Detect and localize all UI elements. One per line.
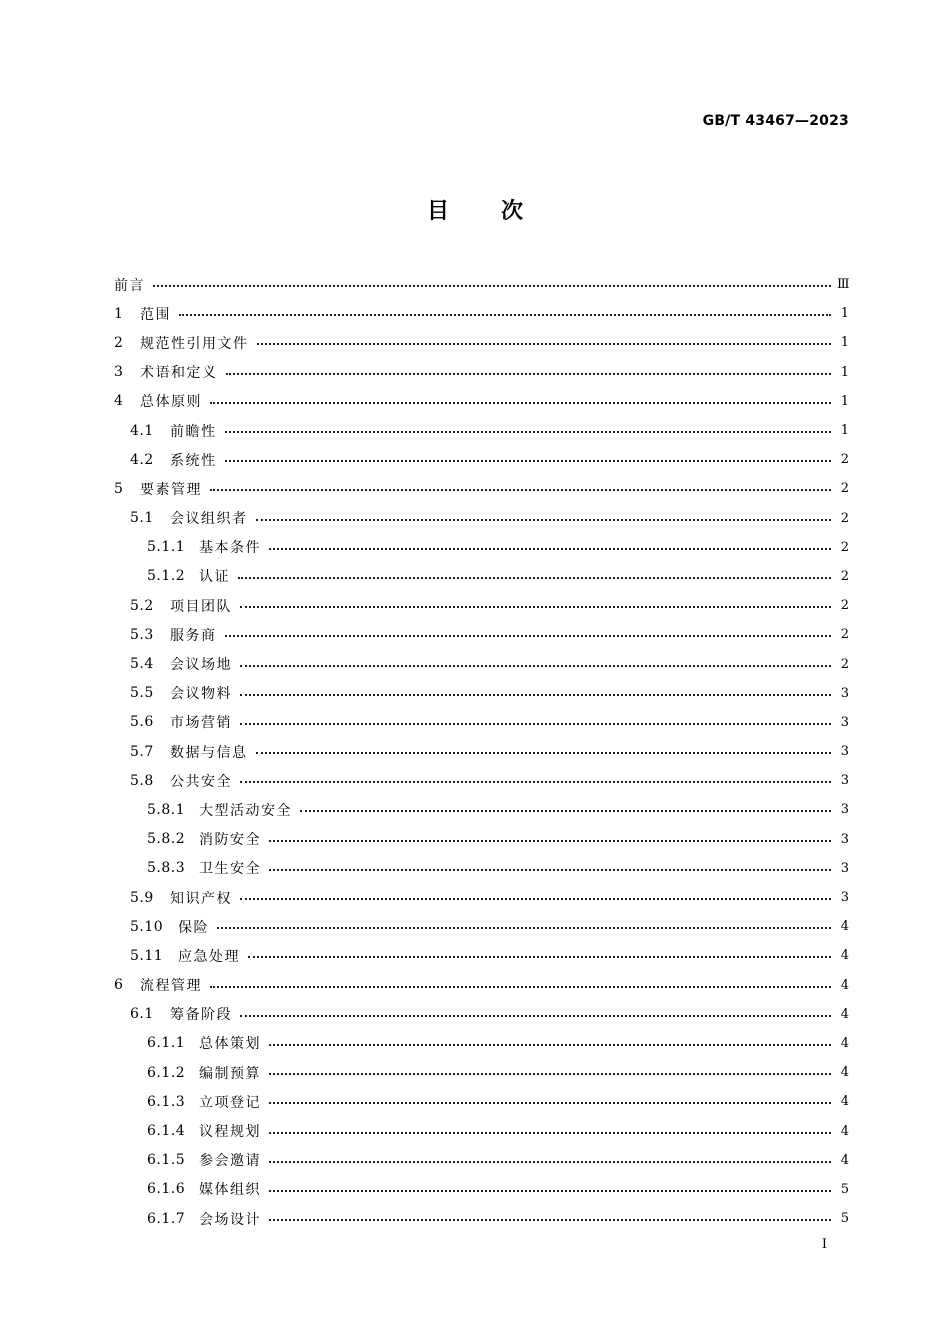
toc-entry-title: 范围	[140, 306, 171, 323]
toc-entry-number: 4	[114, 393, 124, 410]
toc-dot-leader	[210, 489, 831, 491]
toc-entry-number: 6.1.7	[147, 1210, 186, 1227]
toc-dot-leader	[238, 577, 831, 579]
toc-entry[interactable]	[114, 912, 849, 941]
toc-entry-title: 基本条件	[199, 540, 261, 557]
toc-entry[interactable]	[114, 854, 849, 883]
toc-entry[interactable]	[114, 358, 849, 387]
toc-dot-leader	[217, 927, 831, 929]
toc-dot-leader	[153, 285, 831, 287]
toc-dot-leader	[240, 694, 831, 696]
toc-entry[interactable]	[114, 708, 849, 737]
toc-entry[interactable]	[114, 971, 849, 1000]
toc-entry-number: 5.8	[130, 772, 154, 789]
toc-entry-number: 4.1	[130, 422, 154, 439]
toc-entry-number: 6.1.5	[147, 1152, 186, 1169]
toc-dot-leader	[225, 460, 832, 462]
toc-entry-page: 3	[840, 860, 849, 876]
toc-entry-title: 系统性	[170, 452, 217, 469]
toc-entry-title: 会议物料	[170, 686, 232, 703]
toc-entry-title: 服务商	[170, 627, 217, 644]
toc-entry[interactable]	[114, 795, 849, 824]
toc-entry[interactable]	[114, 1116, 849, 1145]
toc-entry-page: 3	[840, 831, 849, 847]
toc-entry-number: 5.5	[130, 685, 154, 702]
toc-entry[interactable]	[114, 562, 849, 591]
toc-entry-number: 5	[114, 480, 124, 497]
toc-entry[interactable]	[114, 474, 849, 503]
toc-entry[interactable]	[114, 445, 849, 474]
toc-dot-leader	[269, 1132, 831, 1134]
toc-entry-title: 消防安全	[199, 832, 261, 849]
toc-entry-number: 5.1.1	[147, 539, 186, 556]
toc-dot-leader	[269, 1102, 831, 1104]
toc-entry-number: 5.2	[130, 597, 154, 614]
toc-entry-page: 4	[840, 977, 849, 993]
toc-entry-page: 4	[840, 1035, 849, 1051]
toc-dot-leader	[248, 956, 831, 958]
toc-entry-title: 会场设计	[199, 1211, 261, 1228]
toc-entry-page: 3	[840, 802, 849, 818]
toc-entry[interactable]	[114, 1058, 849, 1087]
toc-entry-page: 3	[840, 773, 849, 789]
toc-entry-title: 参会邀请	[199, 1153, 261, 1170]
toc-entry-title: 会议场地	[170, 657, 232, 674]
toc-entry[interactable]	[114, 299, 849, 328]
toc-entry-page: 1	[840, 423, 849, 439]
standard-number: GB/T 43467—2023	[702, 113, 849, 129]
toc-entry[interactable]	[114, 1029, 849, 1058]
toc-entry-title: 要素管理	[140, 481, 202, 498]
toc-entry-title: 大型活动安全	[199, 802, 292, 819]
toc-entry-title: 公共安全	[170, 773, 232, 790]
toc-entry-page: 3	[840, 685, 849, 701]
toc-entry[interactable]	[114, 270, 849, 299]
toc-entry-number: 3	[114, 364, 124, 381]
toc-entry-title: 项目团队	[170, 598, 232, 615]
toc-entry-page: 4	[840, 1065, 849, 1081]
toc-dot-leader	[240, 723, 831, 725]
toc-entry-title: 知识产权	[170, 890, 232, 907]
toc-entry-title: 前言	[114, 277, 145, 294]
toc-entry-title: 术语和定义	[140, 365, 218, 382]
toc-entry-number: 6.1.1	[147, 1035, 186, 1052]
toc-entry-title: 卫生安全	[199, 861, 261, 878]
toc-entry[interactable]	[114, 1087, 849, 1116]
toc-entry-page: 4	[840, 1152, 849, 1168]
toc-entry[interactable]	[114, 679, 849, 708]
toc-entry-number: 5.3	[130, 626, 154, 643]
toc-entry-number: 5.8.2	[147, 831, 186, 848]
toc-dot-leader	[240, 1015, 831, 1017]
toc-dot-leader	[240, 898, 831, 900]
toc-entry-title: 流程管理	[140, 978, 202, 995]
page-title	[0, 194, 950, 225]
toc-entry[interactable]	[114, 649, 849, 678]
toc-entry[interactable]	[114, 620, 849, 649]
toc-entry[interactable]	[114, 328, 849, 357]
toc-entry[interactable]	[114, 737, 849, 766]
footer-page-number: I	[821, 1237, 827, 1252]
toc-entry-page: 1	[840, 364, 849, 380]
toc-entry-page: 1	[840, 335, 849, 351]
toc-dot-leader	[210, 402, 831, 404]
toc-dot-leader	[256, 519, 832, 521]
toc-entry-page: 2	[840, 539, 849, 555]
toc-entry-page: Ⅲ	[837, 277, 850, 293]
toc-dot-leader	[269, 1190, 831, 1192]
toc-entry-page: 2	[840, 481, 849, 497]
toc-dot-leader	[269, 1219, 831, 1221]
toc-entry-title: 应急处理	[178, 948, 240, 965]
toc-dot-leader	[179, 314, 831, 316]
toc-entry[interactable]	[114, 1204, 849, 1233]
toc-entry[interactable]	[114, 387, 849, 416]
toc-dot-leader	[269, 548, 831, 550]
toc-entry[interactable]	[114, 766, 849, 795]
page-title-char-2: 次	[501, 199, 524, 224]
toc-entry-number: 6	[114, 977, 124, 994]
toc-entry-number: 5.4	[130, 656, 154, 673]
toc-entry-title: 编制预算	[199, 1065, 261, 1082]
toc-entry-number: 1	[114, 305, 124, 322]
toc-entry[interactable]	[114, 504, 849, 533]
toc-dot-leader	[269, 869, 831, 871]
toc-dot-leader	[257, 343, 832, 345]
toc-entry[interactable]	[114, 1146, 849, 1175]
toc-entry-title: 前瞻性	[170, 423, 217, 440]
toc-entry-number: 5.6	[130, 714, 154, 731]
toc-dot-leader	[210, 986, 831, 988]
toc-entry[interactable]	[114, 591, 849, 620]
toc-entry-number: 5.1.2	[147, 568, 186, 585]
toc-entry[interactable]	[114, 883, 849, 912]
toc-entry-number: 5.8.1	[147, 801, 186, 818]
toc-entry-page: 4	[840, 948, 849, 964]
toc-entry-page: 5	[840, 1211, 849, 1227]
toc-dot-leader	[225, 431, 832, 433]
toc-entry-number: 5.11	[130, 947, 164, 964]
toc-entry-number: 6.1.3	[147, 1093, 186, 1110]
page-title-char-1: 目	[426, 199, 449, 224]
toc-entry-title: 筹备阶段	[170, 1007, 232, 1024]
toc-dot-leader	[269, 840, 831, 842]
table-of-contents	[114, 270, 849, 1233]
toc-dot-leader	[300, 810, 831, 812]
toc-entry-title: 认证	[199, 569, 230, 586]
toc-entry-page: 2	[840, 627, 849, 643]
toc-entry-page: 4	[840, 1006, 849, 1022]
toc-entry-page: 2	[840, 452, 849, 468]
toc-dot-leader	[240, 665, 831, 667]
toc-entry[interactable]	[114, 825, 849, 854]
toc-entry-page: 2	[840, 568, 849, 584]
toc-entry-title: 市场营销	[170, 715, 232, 732]
toc-entry-title: 媒体组织	[199, 1182, 261, 1199]
toc-dot-leader	[240, 781, 831, 783]
toc-entry[interactable]	[114, 416, 849, 445]
toc-dot-leader	[225, 635, 832, 637]
toc-dot-leader	[240, 606, 831, 608]
toc-entry-page: 5	[840, 1181, 849, 1197]
toc-entry[interactable]	[114, 1000, 849, 1029]
toc-entry-number: 6.1	[130, 1006, 154, 1023]
toc-entry-page: 2	[840, 656, 849, 672]
toc-entry-number: 6.1.4	[147, 1123, 186, 1140]
toc-entry-title: 数据与信息	[170, 744, 248, 761]
toc-entry-title: 总体策划	[199, 1036, 261, 1053]
toc-dot-leader	[256, 752, 832, 754]
toc-entry-number: 6.1.2	[147, 1064, 186, 1081]
toc-entry-number: 5.7	[130, 743, 154, 760]
toc-entry-number: 4.2	[130, 451, 154, 468]
toc-entry-title: 保险	[178, 919, 209, 936]
toc-entry-title: 总体原则	[140, 394, 202, 411]
toc-dot-leader	[269, 1044, 831, 1046]
toc-entry-number: 5.8.3	[147, 860, 186, 877]
toc-entry[interactable]	[114, 533, 849, 562]
toc-entry-page: 3	[840, 744, 849, 760]
toc-entry-number: 5.1	[130, 510, 154, 527]
toc-entry-number: 2	[114, 334, 124, 351]
toc-dot-leader	[269, 1161, 831, 1163]
toc-entry-title: 立项登记	[199, 1094, 261, 1111]
toc-entry-number: 5.10	[130, 918, 164, 935]
toc-entry-page: 1	[840, 393, 849, 409]
toc-entry-title: 会议组织者	[170, 511, 248, 528]
toc-entry[interactable]	[114, 1175, 849, 1204]
toc-entry-title: 规范性引用文件	[140, 335, 249, 352]
toc-dot-leader	[269, 1073, 831, 1075]
toc-entry-page: 3	[840, 890, 849, 906]
toc-entry-page: 4	[840, 1094, 849, 1110]
toc-entry-page: 1	[840, 306, 849, 322]
toc-entry-number: 6.1.6	[147, 1181, 186, 1198]
toc-entry-page: 4	[840, 919, 849, 935]
toc-entry-number: 5.9	[130, 889, 154, 906]
toc-entry-title: 议程规划	[199, 1124, 261, 1141]
toc-dot-leader	[226, 373, 832, 375]
toc-entry-page: 4	[840, 1123, 849, 1139]
toc-entry-page: 3	[840, 714, 849, 730]
toc-entry[interactable]	[114, 941, 849, 970]
toc-entry-page: 2	[840, 510, 849, 526]
toc-entry-page: 2	[840, 598, 849, 614]
